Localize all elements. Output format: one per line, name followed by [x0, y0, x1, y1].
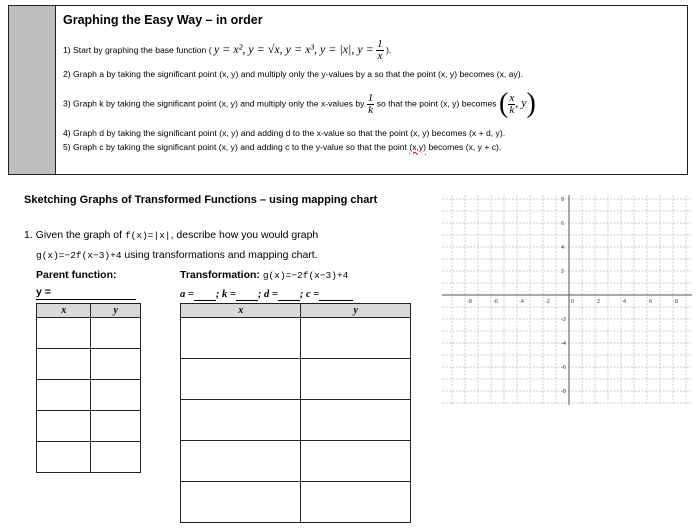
transformation-label — [180, 269, 348, 281]
step-5-suffix: becomes (x, y + c). — [426, 142, 502, 152]
transformation-label-text: Transformation: — [180, 269, 263, 281]
y-tick-label: -4 — [561, 341, 566, 347]
step-1 — [63, 39, 391, 62]
table-header-row — [181, 304, 411, 318]
step-5 — [63, 142, 501, 152]
x-cell[interactable] — [37, 380, 91, 411]
step-2: 2) Graph a by taking the significant point (x, y) and multiply only the y-values by a so that the point (x, y) becomes (x, ay). — [63, 69, 523, 79]
one-over-k-fraction — [367, 93, 375, 116]
x-cell[interactable] — [181, 482, 301, 523]
question-1-line-2 — [36, 249, 318, 261]
param-c-label: ; c = — [299, 289, 320, 300]
x-tick-label: -2 — [545, 299, 550, 305]
gray-margin-strip — [9, 6, 56, 174]
x-tick-label: 4 — [623, 299, 627, 305]
x-tick-label: 2 — [597, 299, 601, 305]
y-cell[interactable] — [91, 411, 141, 442]
instructions-box — [8, 5, 688, 175]
x-tick-label: 6 — [649, 299, 653, 305]
x-cell[interactable] — [37, 349, 91, 380]
step-1-text: 1) Start by graphing the base function ( — [63, 44, 212, 55]
step-4: 4) Graph d by taking the significant point (x, y) and adding d to the x-value so that the point (x, y) becomes (x + d, y). — [63, 128, 506, 138]
table-row — [181, 441, 411, 482]
fraction-denominator: k — [368, 103, 373, 116]
transformed-mapping-table — [180, 303, 411, 523]
x-cell[interactable] — [37, 411, 91, 442]
parent-function-label: Parent function: — [36, 269, 117, 281]
coordinate-grid[interactable] — [442, 195, 692, 405]
x-cell[interactable] — [37, 442, 91, 473]
column-y-header: y — [91, 304, 141, 318]
x-cell[interactable] — [181, 400, 301, 441]
x-cell[interactable] — [181, 441, 301, 482]
table-header-row — [37, 304, 141, 318]
step-1-suffix: ). — [386, 44, 392, 55]
table-row — [37, 318, 141, 349]
step-5-text: 5) Graph c by taking the significant point (x, y) and adding c to the y-value so that the point — [63, 142, 410, 152]
y-tick-label: -8 — [561, 389, 566, 395]
x-tick-label: 0 — [571, 299, 575, 305]
param-d-blank[interactable] — [278, 289, 300, 301]
step-3-text: 3) Graph k by taking the significant point (x, y) and multiply only the x-values by — [63, 98, 365, 109]
fraction-denominator: x — [377, 50, 383, 62]
transformation-expression: g(x)=−2f(x−3)+4 — [262, 270, 349, 281]
x-tick-label: -4 — [519, 299, 524, 305]
y-cell[interactable] — [301, 441, 411, 482]
one-over-x-fraction — [376, 39, 384, 62]
step-3-middle: so that the point (x, y) becomes — [376, 98, 497, 109]
y-cell[interactable] — [91, 442, 141, 473]
y-cell[interactable] — [301, 359, 411, 400]
table-row — [37, 411, 141, 442]
table-row — [37, 380, 141, 411]
x-tick-label: -8 — [467, 299, 472, 305]
question-1-line-1 — [24, 229, 318, 241]
step-3 — [63, 90, 536, 118]
x-tick-label: -6 — [493, 299, 498, 305]
x-cell[interactable] — [37, 318, 91, 349]
param-c-blank[interactable] — [319, 289, 353, 301]
y-tick-label: 2 — [561, 269, 565, 275]
question-text: 1. Given the graph of — [24, 229, 125, 241]
y-cell[interactable] — [301, 482, 411, 523]
table-row — [181, 400, 411, 441]
question-text-cont: , describe how you would graph — [170, 229, 319, 241]
instructions-title: Graphing the Easy Way – in order — [63, 13, 263, 27]
y-cell[interactable] — [301, 318, 411, 359]
parent-y-equals: y = — [36, 286, 51, 298]
y-tick-label: 4 — [561, 245, 565, 251]
function-f: f(x)=|x| — [124, 230, 171, 241]
column-x-header: x — [181, 304, 301, 318]
table-row — [181, 359, 411, 400]
fraction-numerator: 1 — [377, 38, 383, 50]
paren-y: , y — [515, 95, 527, 110]
fraction-denominator: k — [509, 103, 515, 116]
param-a-blank[interactable] — [194, 289, 216, 301]
y-cell[interactable] — [91, 380, 141, 411]
parameters-row — [180, 289, 353, 301]
table-row — [181, 482, 411, 523]
left-paren: ( — [498, 88, 509, 119]
param-k-blank[interactable] — [236, 289, 258, 301]
section-title: Sketching Graphs of Transformed Functions – using mapping chart — [24, 194, 378, 206]
y-tick-label: 6 — [561, 221, 565, 227]
table-row — [37, 442, 141, 473]
x-cell[interactable] — [181, 359, 301, 400]
y-tick-label: -2 — [561, 317, 566, 323]
column-y-header: y — [301, 304, 411, 318]
y-tick-label: -6 — [561, 365, 566, 371]
parent-function-blank[interactable] — [36, 299, 136, 300]
parent-mapping-table — [36, 303, 141, 473]
fraction-numerator: x — [509, 91, 515, 104]
param-k-label: ; k = — [215, 289, 236, 300]
y-cell[interactable] — [91, 318, 141, 349]
right-paren: ) — [526, 88, 536, 119]
base-functions: y = x², y = √x, y = x³, y = |x|, y = — [213, 41, 374, 56]
fraction-numerator: 1 — [367, 91, 374, 104]
x-tick-label: 8 — [675, 299, 679, 305]
y-cell[interactable] — [91, 349, 141, 380]
table-row — [37, 349, 141, 380]
question-text-end: using transformations and mapping chart. — [121, 249, 318, 261]
x-cell[interactable] — [181, 318, 301, 359]
table-row — [181, 318, 411, 359]
y-cell[interactable] — [301, 400, 411, 441]
function-g: g(x)=−2f(x−3)+4 — [36, 250, 122, 261]
column-x-header: x — [37, 304, 91, 318]
y-tick-label: 8 — [561, 197, 565, 203]
param-a-label: a = — [180, 289, 194, 300]
spellcheck-underlined-point: (x,y) — [409, 142, 427, 152]
param-d-label: ; d = — [257, 289, 278, 300]
